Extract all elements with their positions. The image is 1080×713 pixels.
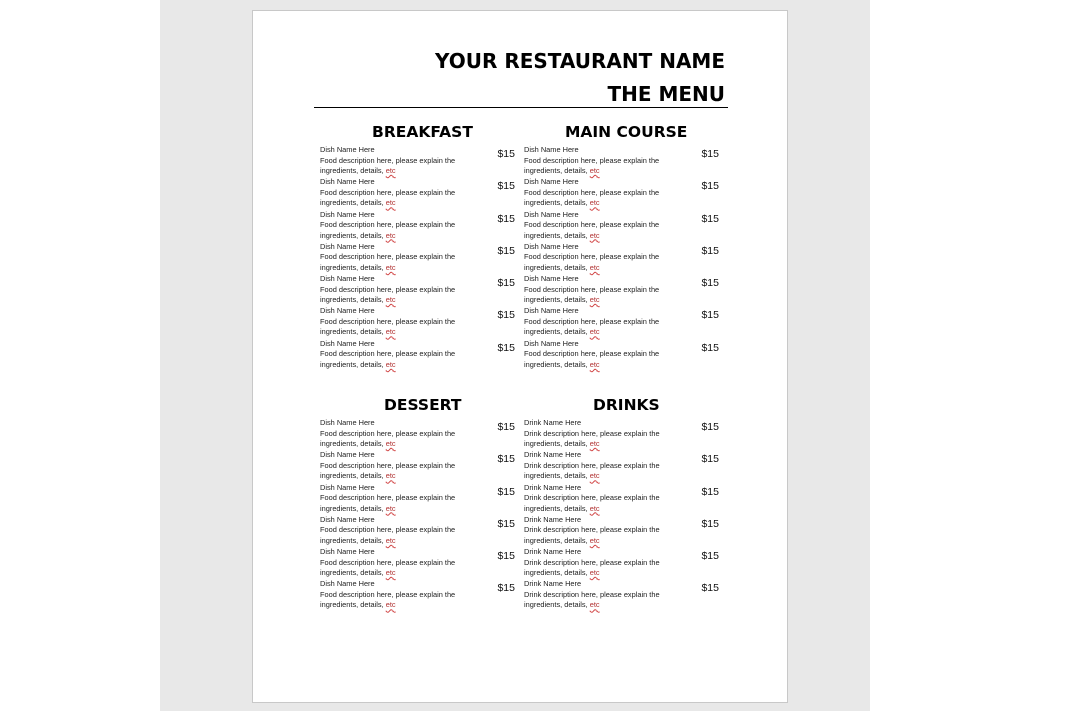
item-name: Dish Name Here (524, 241, 579, 251)
menu-header (435, 45, 725, 111)
item-description-cont (320, 231, 475, 242)
item-etc: etc (385, 568, 396, 578)
menu-item (320, 242, 515, 274)
item-etc: etc (589, 471, 600, 481)
item-description-cont (524, 600, 679, 611)
item-description: Drink description here, please explain the (524, 428, 660, 438)
item-price: $15 (701, 180, 719, 193)
menu-item (320, 547, 515, 579)
item-text (320, 418, 475, 450)
item-details: ingredients, details, (320, 439, 384, 448)
item-description-cont (524, 327, 679, 338)
item-details: ingredients, details, (524, 295, 588, 305)
item-details: ingredients, details, (320, 471, 384, 481)
item-text (320, 242, 475, 274)
menu-item (524, 418, 719, 450)
item-text (320, 450, 475, 482)
item-name: Drink Name Here (524, 547, 582, 557)
item-text (524, 177, 679, 209)
item-name: Drink Name Here (524, 579, 582, 589)
item-description-cont (320, 504, 475, 515)
item-details: ingredients, details, (524, 439, 588, 448)
item-price: $15 (497, 309, 515, 322)
item-name: Dish Name Here (320, 209, 375, 219)
item-text (524, 483, 679, 515)
item-description: Food description here, please explain the (524, 316, 660, 326)
item-description: Food description here, please explain the (320, 525, 456, 535)
item-text (320, 145, 475, 177)
item-price: $15 (701, 453, 719, 466)
item-etc: etc (589, 198, 600, 208)
item-description-cont (524, 471, 679, 482)
item-description: Food description here, please explain the (524, 284, 660, 294)
item-price: $15 (497, 517, 515, 530)
item-description-cont (524, 568, 679, 579)
item-price: $15 (497, 277, 515, 290)
item-etc: etc (589, 230, 600, 240)
menu-title: THE MENU (607, 82, 725, 106)
item-description: Food description here, please explain the (524, 252, 660, 262)
menu-item (320, 274, 515, 306)
item-text (524, 579, 679, 611)
item-text (320, 210, 475, 242)
item-description-cont (524, 439, 679, 450)
item-text (320, 306, 475, 338)
item-etc: etc (589, 359, 600, 369)
item-price: $15 (701, 244, 719, 257)
item-etc: etc (385, 327, 396, 337)
item-etc: etc (589, 262, 600, 272)
menu-item (524, 306, 719, 338)
item-price: $15 (497, 244, 515, 257)
item-name: Dish Name Here (320, 306, 375, 316)
item-details: ingredients, details, (320, 600, 384, 610)
menu-item (320, 483, 515, 515)
section-title: DESSERT (384, 396, 462, 414)
item-details: ingredients, details, (320, 535, 384, 545)
item-text (524, 418, 679, 450)
item-description-cont (320, 263, 475, 274)
item-text (524, 210, 679, 242)
item-etc: etc (385, 535, 396, 545)
item-details: ingredients, details, (524, 327, 588, 337)
menu-item (524, 579, 719, 611)
item-description: Food description here, please explain the (524, 187, 660, 197)
item-description: Food description here, please explain the (320, 589, 456, 599)
item-details: ingredients, details, (524, 166, 588, 175)
item-description-cont (320, 166, 475, 177)
menu-item (524, 274, 719, 306)
menu-item (524, 339, 719, 371)
item-details: ingredients, details, (524, 262, 588, 272)
item-details: ingredients, details, (524, 568, 588, 578)
item-details: ingredients, details, (524, 600, 588, 610)
menu-item (524, 177, 719, 209)
item-details: ingredients, details, (320, 198, 384, 208)
item-description-cont (320, 536, 475, 547)
item-text (320, 274, 475, 306)
item-text (524, 515, 679, 547)
item-description: Drink description here, please explain the (524, 557, 660, 567)
item-name: Dish Name Here (320, 274, 375, 284)
item-text (524, 339, 679, 371)
item-description: Drink description here, please explain the (524, 589, 660, 599)
item-etc: etc (385, 359, 396, 369)
item-details: ingredients, details, (524, 198, 588, 208)
menu-item (524, 483, 719, 515)
item-description: Food description here, please explain the (320, 493, 456, 503)
item-etc: etc (385, 503, 396, 513)
item-etc: etc (589, 327, 600, 337)
item-description: Food description here, please explain the (320, 349, 456, 359)
item-name: Dish Name Here (320, 177, 375, 187)
item-price: $15 (497, 453, 515, 466)
item-text (320, 483, 475, 515)
item-details: ingredients, details, (524, 359, 588, 369)
item-text (320, 547, 475, 579)
menu-item (320, 177, 515, 209)
item-description-cont (320, 568, 475, 579)
item-etc: etc (385, 262, 396, 272)
menu-item (524, 242, 719, 274)
menu-item (524, 515, 719, 547)
item-details: ingredients, details, (524, 503, 588, 513)
item-price: $15 (497, 341, 515, 354)
item-description: Food description here, please explain the (320, 155, 456, 165)
item-name: Dish Name Here (320, 450, 375, 460)
menu-item (320, 515, 515, 547)
item-description-cont (524, 198, 679, 209)
menu-item (524, 210, 719, 242)
item-description-cont (320, 327, 475, 338)
item-etc: etc (385, 198, 396, 208)
item-text (524, 145, 679, 177)
item-name: Drink Name Here (524, 482, 582, 492)
item-text (320, 515, 475, 547)
item-description-cont (320, 439, 475, 450)
item-description-cont (320, 471, 475, 482)
section-title: DRINKS (593, 396, 660, 414)
item-price: $15 (701, 517, 719, 530)
item-description-cont (524, 360, 679, 371)
item-name: Dish Name Here (320, 514, 375, 524)
item-price: $15 (701, 485, 719, 498)
item-price: $15 (497, 212, 515, 225)
item-text (320, 579, 475, 611)
item-description: Food description here, please explain the (320, 460, 456, 470)
item-etc: etc (385, 600, 396, 610)
item-description: Food description here, please explain the (524, 155, 660, 165)
item-text (320, 177, 475, 209)
item-name: Dish Name Here (320, 241, 375, 251)
menu-item (320, 145, 515, 177)
item-name: Dish Name Here (524, 177, 579, 187)
menu-item (524, 145, 719, 177)
item-description: Food description here, please explain the (320, 220, 456, 230)
item-price: $15 (497, 180, 515, 193)
item-name: Drink Name Here (524, 418, 582, 427)
item-price: $15 (701, 277, 719, 290)
item-etc: etc (385, 439, 396, 448)
item-name: Drink Name Here (524, 450, 582, 460)
menu-item (320, 339, 515, 371)
item-description-cont (320, 295, 475, 306)
item-name: Dish Name Here (320, 338, 375, 348)
item-price: $15 (497, 550, 515, 563)
item-details: ingredients, details, (320, 327, 384, 337)
item-description: Food description here, please explain the (320, 428, 456, 438)
item-description-cont (320, 360, 475, 371)
menu-page (252, 10, 788, 703)
item-details: ingredients, details, (320, 503, 384, 513)
item-price: $15 (701, 582, 719, 595)
item-details: ingredients, details, (320, 262, 384, 272)
item-text (524, 547, 679, 579)
item-etc: etc (385, 295, 396, 305)
item-list (320, 418, 515, 612)
menu-item (524, 450, 719, 482)
item-description: Food description here, please explain the (320, 316, 456, 326)
item-name: Dish Name Here (524, 306, 579, 316)
item-name: Dish Name Here (320, 418, 375, 427)
item-details: ingredients, details, (320, 359, 384, 369)
item-price: $15 (701, 550, 719, 563)
item-text (524, 306, 679, 338)
item-etc: etc (589, 503, 600, 513)
menu-item (524, 547, 719, 579)
item-description-cont (524, 231, 679, 242)
item-details: ingredients, details, (524, 535, 588, 545)
item-price: $15 (497, 148, 515, 160)
item-name: Dish Name Here (320, 482, 375, 492)
item-description-cont (524, 166, 679, 177)
item-description: Drink description here, please explain the (524, 460, 660, 470)
item-name: Dish Name Here (320, 145, 375, 154)
item-details: ingredients, details, (524, 230, 588, 240)
item-details: ingredients, details, (320, 166, 384, 175)
item-etc: etc (589, 166, 600, 175)
item-description: Food description here, please explain the (320, 187, 456, 197)
header-divider (314, 107, 728, 108)
item-description: Food description here, please explain the (524, 220, 660, 230)
menu-item (320, 450, 515, 482)
item-price: $15 (701, 309, 719, 322)
menu-item (320, 418, 515, 450)
item-text (524, 242, 679, 274)
item-description: Food description here, please explain the (320, 284, 456, 294)
item-etc: etc (589, 568, 600, 578)
item-details: ingredients, details, (320, 230, 384, 240)
item-price: $15 (701, 212, 719, 225)
menu-item (320, 210, 515, 242)
item-description: Food description here, please explain the (320, 252, 456, 262)
item-description-cont (524, 536, 679, 547)
item-etc: etc (589, 600, 600, 610)
item-price: $15 (701, 421, 719, 433)
item-text (320, 339, 475, 371)
item-name: Dish Name Here (320, 547, 375, 557)
item-description-cont (524, 295, 679, 306)
item-price: $15 (701, 341, 719, 354)
item-name: Dish Name Here (524, 145, 579, 154)
item-details: ingredients, details, (320, 295, 384, 305)
item-name: Dish Name Here (524, 209, 579, 219)
section-title: MAIN COURSE (565, 123, 688, 141)
item-etc: etc (385, 471, 396, 481)
item-etc: etc (589, 439, 600, 448)
item-etc: etc (385, 230, 396, 240)
item-name: Dish Name Here (524, 274, 579, 284)
item-etc: etc (589, 535, 600, 545)
item-details: ingredients, details, (320, 568, 384, 578)
item-list (320, 145, 515, 371)
item-text (524, 450, 679, 482)
item-list (524, 418, 719, 612)
menu-item (320, 306, 515, 338)
item-description-cont (524, 263, 679, 274)
menu-item (320, 579, 515, 611)
item-etc: etc (589, 295, 600, 305)
item-list (524, 145, 719, 371)
item-description: Drink description here, please explain the (524, 525, 660, 535)
item-name: Dish Name Here (524, 338, 579, 348)
item-price: $15 (497, 485, 515, 498)
restaurant-name: YOUR RESTAURANT NAME (434, 49, 725, 73)
item-price: $15 (497, 421, 515, 433)
item-etc: etc (385, 166, 396, 175)
item-price: $15 (497, 582, 515, 595)
item-details: ingredients, details, (524, 471, 588, 481)
item-price: $15 (701, 148, 719, 160)
item-description: Food description here, please explain the (320, 557, 456, 567)
item-name: Drink Name Here (524, 514, 582, 524)
item-description-cont (524, 504, 679, 515)
item-description-cont (320, 600, 475, 611)
section-title: BREAKFAST (372, 123, 473, 141)
item-name: Dish Name Here (320, 579, 375, 589)
item-text (524, 274, 679, 306)
item-description-cont (320, 198, 475, 209)
item-description: Drink description here, please explain the (524, 493, 660, 503)
item-description: Food description here, please explain the (524, 349, 660, 359)
